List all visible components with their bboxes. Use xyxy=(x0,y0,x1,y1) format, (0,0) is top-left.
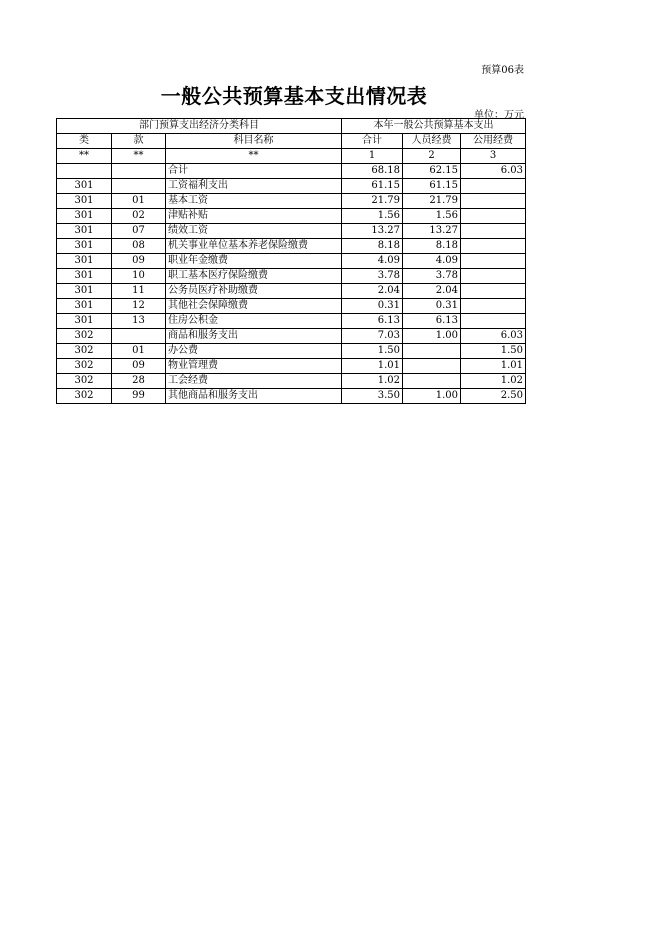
cell-kuan: 01 xyxy=(112,194,166,209)
cell-personnel: 13.27 xyxy=(403,224,461,239)
cell-lei: 302 xyxy=(57,359,112,374)
table-row xyxy=(57,164,526,179)
cell-public: 1.50 xyxy=(461,344,526,359)
cell-total: 1.50 xyxy=(342,344,403,359)
cell-personnel: 1.00 xyxy=(403,329,461,344)
table-row xyxy=(57,389,526,404)
table-row xyxy=(57,329,526,344)
cell-total: 1.56 xyxy=(342,209,403,224)
cell-public: 6.03 xyxy=(461,164,526,179)
cell-personnel: 6.13 xyxy=(403,314,461,329)
cell-total: 0.31 xyxy=(342,299,403,314)
header-col-total: 合计 xyxy=(342,134,403,149)
header-mark-kuan: ** xyxy=(112,149,166,164)
cell-kuan: 11 xyxy=(112,284,166,299)
cell-kuan: 12 xyxy=(112,299,166,314)
cell-public xyxy=(461,284,526,299)
cell-public: 1.01 xyxy=(461,359,526,374)
cell-public xyxy=(461,194,526,209)
table-row xyxy=(57,194,526,209)
cell-personnel: 3.78 xyxy=(403,269,461,284)
cell-public xyxy=(461,209,526,224)
cell-lei: 301 xyxy=(57,194,112,209)
table-row xyxy=(57,344,526,359)
cell-personnel xyxy=(403,359,461,374)
header-col-lei: 类 xyxy=(57,134,112,149)
cell-public xyxy=(461,239,526,254)
cell-personnel: 1.00 xyxy=(403,389,461,404)
table-row xyxy=(57,314,526,329)
cell-name: 物业管理费 xyxy=(166,359,342,374)
cell-personnel: 2.04 xyxy=(403,284,461,299)
cell-name: 职业年金缴费 xyxy=(166,254,342,269)
budget-table xyxy=(56,118,526,404)
cell-total: 6.13 xyxy=(342,314,403,329)
page-title: 一般公共预算基本支出情况表 xyxy=(160,84,428,108)
header-row-columns xyxy=(57,134,526,149)
cell-name: 机关事业单位基本养老保险缴费 xyxy=(166,239,342,254)
cell-kuan: 99 xyxy=(112,389,166,404)
table-row xyxy=(57,254,526,269)
cell-personnel xyxy=(403,344,461,359)
cell-total: 13.27 xyxy=(342,224,403,239)
header-col-name: 科目名称 xyxy=(166,134,342,149)
cell-public: 2.50 xyxy=(461,389,526,404)
cell-lei: 302 xyxy=(57,344,112,359)
cell-kuan: 09 xyxy=(112,254,166,269)
cell-lei: 301 xyxy=(57,269,112,284)
header-row-group xyxy=(57,119,526,134)
cell-public xyxy=(461,314,526,329)
cell-public xyxy=(461,254,526,269)
table-row xyxy=(57,269,526,284)
cell-name: 住房公积金 xyxy=(166,314,342,329)
cell-name: 合计 xyxy=(166,164,342,179)
cell-kuan: 28 xyxy=(112,374,166,389)
cell-name: 其他社会保障缴费 xyxy=(166,299,342,314)
header-col-kuan: 款 xyxy=(112,134,166,149)
cell-name: 绩效工资 xyxy=(166,224,342,239)
cell-name: 职工基本医疗保险缴费 xyxy=(166,269,342,284)
cell-lei: 301 xyxy=(57,209,112,224)
cell-kuan: 01 xyxy=(112,344,166,359)
table-row xyxy=(57,209,526,224)
cell-public: 6.03 xyxy=(461,329,526,344)
cell-total: 4.09 xyxy=(342,254,403,269)
header-col-personnel: 人员经费 xyxy=(403,134,461,149)
header-group-expenditure: 本年一般公共预算基本支出 xyxy=(342,119,526,134)
cell-name: 办公费 xyxy=(166,344,342,359)
cell-total: 61.15 xyxy=(342,179,403,194)
cell-name: 工会经费 xyxy=(166,374,342,389)
cell-total: 3.78 xyxy=(342,269,403,284)
cell-kuan: 07 xyxy=(112,224,166,239)
cell-public xyxy=(461,299,526,314)
cell-lei: 301 xyxy=(57,314,112,329)
cell-total: 21.79 xyxy=(342,194,403,209)
cell-lei: 301 xyxy=(57,179,112,194)
cell-personnel: 8.18 xyxy=(403,239,461,254)
header-mark-name: ** xyxy=(166,149,342,164)
cell-public xyxy=(461,179,526,194)
table-number-label: 预算06表 xyxy=(481,65,524,76)
cell-kuan xyxy=(112,164,166,179)
cell-personnel xyxy=(403,374,461,389)
table-row xyxy=(57,374,526,389)
header-group-classification: 部门预算支出经济分类科目 xyxy=(57,119,342,134)
cell-lei: 301 xyxy=(57,239,112,254)
cell-name: 商品和服务支出 xyxy=(166,329,342,344)
table-row xyxy=(57,239,526,254)
cell-personnel: 62.15 xyxy=(403,164,461,179)
header-row-index xyxy=(57,149,526,164)
cell-kuan: 13 xyxy=(112,314,166,329)
cell-name: 工资福利支出 xyxy=(166,179,342,194)
table-row xyxy=(57,359,526,374)
header-idx-total: 1 xyxy=(342,149,403,164)
cell-total: 1.01 xyxy=(342,359,403,374)
table-row xyxy=(57,224,526,239)
cell-kuan: 02 xyxy=(112,209,166,224)
cell-name: 其他商品和服务支出 xyxy=(166,389,342,404)
cell-lei xyxy=(57,164,112,179)
unit-label: 单位：万元 xyxy=(474,110,524,121)
table-row xyxy=(57,284,526,299)
cell-name: 基本工资 xyxy=(166,194,342,209)
cell-total: 2.04 xyxy=(342,284,403,299)
cell-public xyxy=(461,269,526,284)
cell-public xyxy=(461,224,526,239)
cell-kuan: 09 xyxy=(112,359,166,374)
header-col-public: 公用经费 xyxy=(461,134,526,149)
cell-total: 8.18 xyxy=(342,239,403,254)
cell-personnel: 4.09 xyxy=(403,254,461,269)
cell-name: 公务员医疗补助缴费 xyxy=(166,284,342,299)
header-idx-personnel: 2 xyxy=(403,149,461,164)
cell-lei: 301 xyxy=(57,254,112,269)
header-mark-lei: ** xyxy=(57,149,112,164)
cell-lei: 302 xyxy=(57,374,112,389)
cell-name: 津贴补贴 xyxy=(166,209,342,224)
cell-total: 1.02 xyxy=(342,374,403,389)
cell-lei: 301 xyxy=(57,224,112,239)
cell-kuan: 08 xyxy=(112,239,166,254)
cell-personnel: 61.15 xyxy=(403,179,461,194)
cell-lei: 302 xyxy=(57,329,112,344)
cell-total: 7.03 xyxy=(342,329,403,344)
cell-personnel: 21.79 xyxy=(403,194,461,209)
cell-total: 68.18 xyxy=(342,164,403,179)
cell-personnel: 0.31 xyxy=(403,299,461,314)
table-row xyxy=(57,179,526,194)
cell-personnel: 1.56 xyxy=(403,209,461,224)
cell-lei: 301 xyxy=(57,284,112,299)
cell-kuan xyxy=(112,329,166,344)
cell-public: 1.02 xyxy=(461,374,526,389)
cell-total: 3.50 xyxy=(342,389,403,404)
cell-kuan: 10 xyxy=(112,269,166,284)
table-row xyxy=(57,299,526,314)
header-idx-public: 3 xyxy=(461,149,526,164)
cell-kuan xyxy=(112,179,166,194)
cell-lei: 302 xyxy=(57,389,112,404)
cell-lei: 301 xyxy=(57,299,112,314)
